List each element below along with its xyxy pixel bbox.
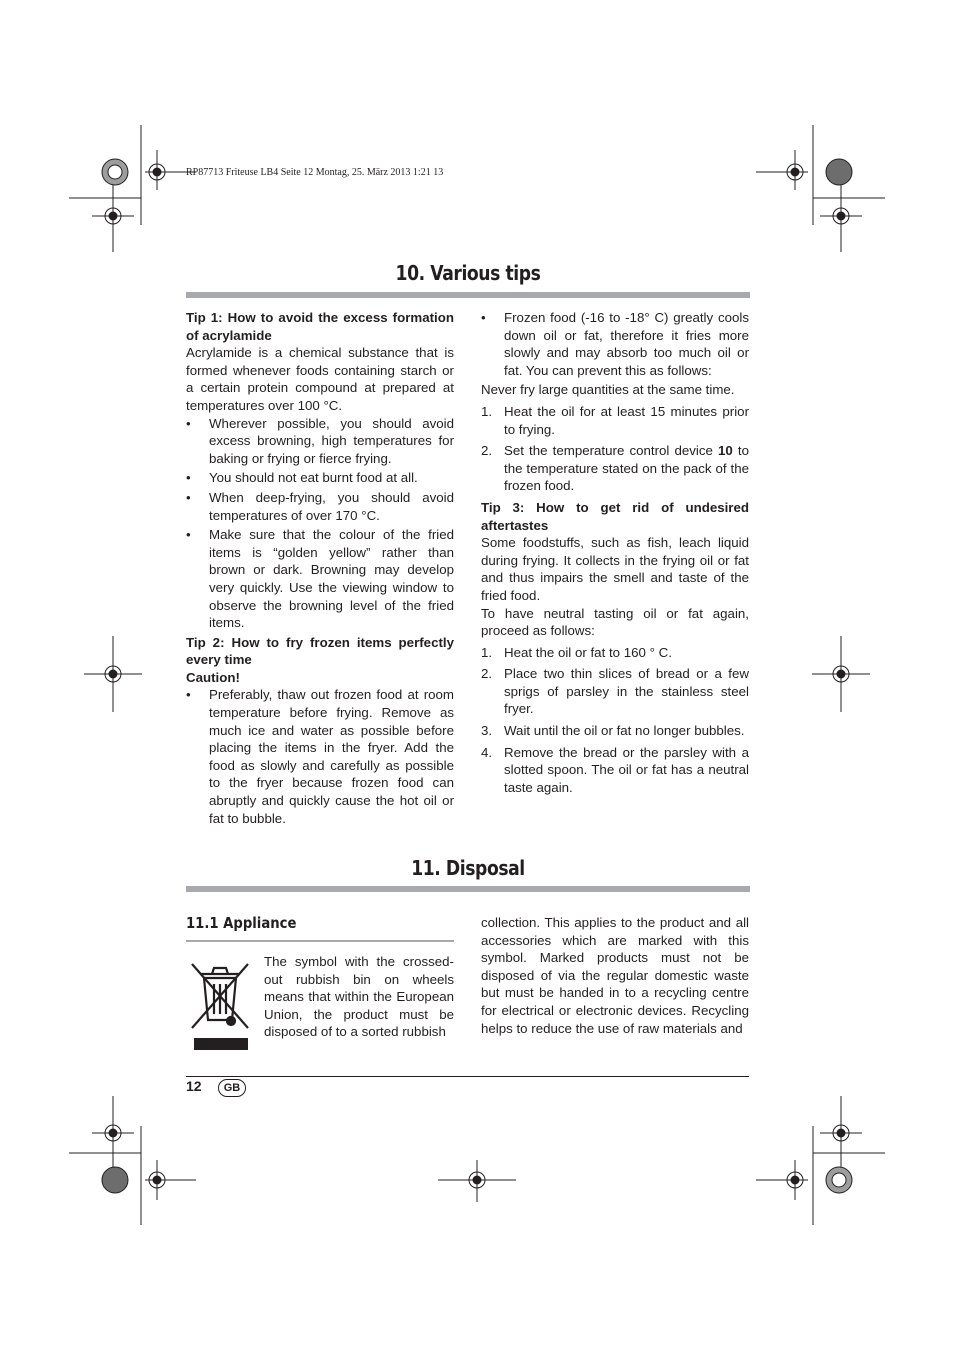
list-item: 1. Heat the oil or fat to 160 ° C. bbox=[481, 644, 672, 660]
crossed-out-bin-icon bbox=[186, 958, 254, 1054]
list-item: 2. Set the temperature control device 10 to the temperature stated on the pack of the frozen food. bbox=[481, 443, 749, 494]
list-item: • When deep-frying, you should avoid temperatures of over 170 °C. bbox=[186, 489, 454, 523]
tip3-intro: Some foodstuffs, such as fish, leach liquid during frying. It collects in the frying oil or fat and thus impairs the smell and taste of the fried food. bbox=[481, 535, 749, 603]
tip1-heading: Tip 1: How to avoid the excess formation of acrylamide bbox=[186, 310, 454, 343]
tip3-heading: Tip 3: How to get rid of undesired aftertastes bbox=[481, 499, 749, 533]
section-divider bbox=[186, 886, 750, 892]
tip1-intro: Acrylamide is a chemical substance that is formed whenever foods containing starch or a certain protein compound at prepared at temperatures over 100 °C. bbox=[186, 345, 454, 413]
section-title-disposal: 11. Disposal bbox=[411, 856, 525, 880]
left-column bbox=[186, 309, 454, 829]
list-item: 4. Remove the bread or the parsley with a slotted spoon. The oil or fat has a neutral taste again. bbox=[481, 744, 749, 795]
section-divider bbox=[186, 292, 750, 298]
print-header: RP87713 Friteuse LB4 Seite 12 Montag, 25. März 2013 1:21 13 bbox=[186, 167, 444, 178]
country-badge: GB bbox=[218, 1079, 246, 1097]
list-item: • Preferably, thaw out frozen food at room temperature before frying. Remove as much ice and water as possible before placing the items in the fryer. Add the food as slowly and carefully as possible to the fryer because frozen food can abruptly and quickly cause the hot oil or fat to bubble. bbox=[186, 687, 454, 826]
footer-divider bbox=[186, 1076, 749, 1077]
right-column bbox=[481, 309, 749, 800]
page-number: 12 bbox=[186, 1078, 202, 1094]
list-item: • You should not eat burnt food at all. bbox=[186, 470, 418, 486]
caution-label: Caution! bbox=[186, 669, 240, 685]
tip3-intro2: To have neutral tasting oil or fat again, proceed as follows: bbox=[481, 605, 749, 639]
list-item: • Make sure that the colour of the fried items is “golden yellow” rather than brown or dark. Browning may develop very quickly. Use the viewing window to observe the browning level of the fried items. bbox=[186, 527, 454, 631]
disposal-text-left: The symbol with the crossed-out rubbish bin on wheels means that within the European Union, the product must be disposed of to a sorted rubbish bbox=[264, 954, 454, 1040]
disposal-text-right: collection. This applies to the product and all accessories which are marked with this symbol. Marked products must not be disposed of via the regular domestic waste but must be handed in to a recycling centre for electrical or electronic devices. Recycling helps to reduce the use of raw materials and bbox=[481, 915, 749, 1036]
never-fry-text: Never fry large quantities at the same time. bbox=[481, 382, 735, 398]
list-item: • Wherever possible, you should avoid excess browning, high temperatures for baking or frying or fierce frying. bbox=[186, 415, 454, 466]
list-item: 1. Heat the oil for at least 15 minutes prior to frying. bbox=[481, 403, 749, 437]
list-item: 2. Place two thin slices of bread or a few sprigs of parsley in the stainless steel fryer. bbox=[481, 666, 749, 717]
tip2-heading: Tip 2: How to fry frozen items perfectly every time bbox=[186, 634, 454, 668]
section-title-various-tips: 10. Various tips bbox=[395, 261, 541, 285]
list-item: 3. Wait until the oil or fat no longer bubbles. bbox=[481, 723, 745, 739]
device-number: 10 bbox=[718, 443, 733, 459]
subsection-title-appliance: 11.1 Appliance bbox=[186, 914, 297, 932]
list-item: • Frozen food (-16 to -18° C) greatly cools down oil or fat, therefore it fries more slowly and may absorb too much oil or fat. You can prevent this as follows: bbox=[481, 310, 749, 378]
subsection-divider bbox=[186, 940, 454, 942]
